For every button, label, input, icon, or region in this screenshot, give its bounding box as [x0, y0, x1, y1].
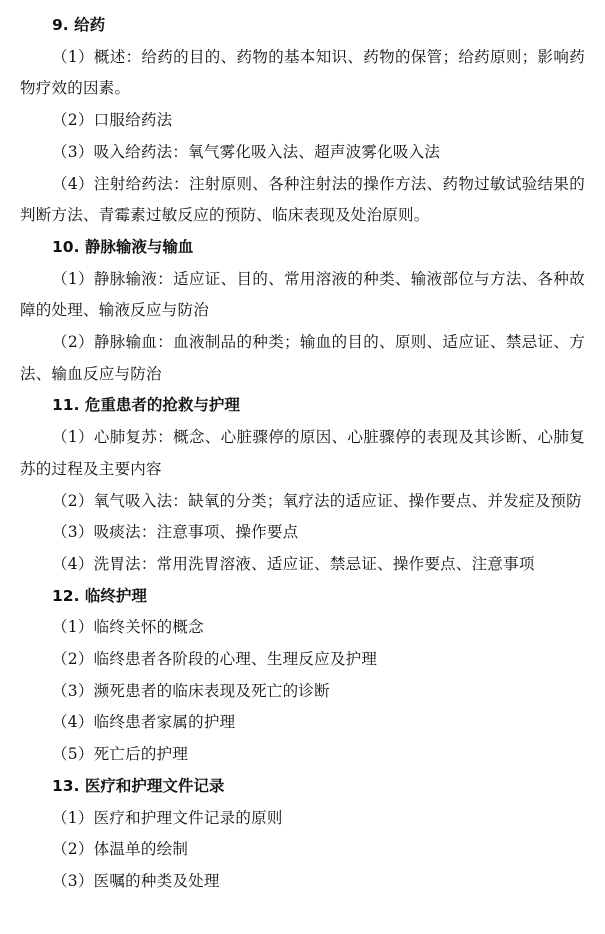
- list-item: （2）静脉输血：血液制品的种类；输血的目的、原则、适应证、禁忌证、方法、输血反应与防治: [20, 333, 585, 383]
- list-item: （4）注射给药法：注射原则、各种注射法的操作方法、药物过敏试验结果的判断方法、青霉素过敏反应的预防、临床表现及处治原则。: [20, 174, 585, 225]
- list-item: （5）死亡后的护理: [52, 745, 189, 764]
- list-item: （1）概述：给药的目的、药物的基本知识、药物的保管；给药原则；影响药物疗效的因素。: [20, 47, 585, 98]
- list-item: （2）临终患者各阶段的心理、生理反应及护理: [52, 650, 378, 669]
- section-13-medical-records: [20, 771, 585, 898]
- section-10-infusion-transfusion: [20, 232, 585, 391]
- section-heading: 11. 危重患者的抢救与护理: [52, 396, 240, 415]
- list-item: （1）医疗和护理文件记录的原则: [52, 808, 283, 827]
- list-item: （3）医嘱的种类及处理: [52, 871, 220, 890]
- list-item: （3）濒死患者的临床表现及死亡的诊断: [52, 681, 330, 700]
- list-item: （4）临终患者家属的护理: [52, 713, 236, 732]
- list-item: （2）口服给药法: [52, 111, 173, 130]
- list-item: （3）吸入给药法：氧气雾化吸入法、超声波雾化吸入法: [52, 142, 441, 161]
- section-heading: 12. 临终护理: [52, 586, 147, 605]
- list-item: （1）临终关怀的概念: [52, 618, 204, 637]
- section-heading: 9. 给药: [52, 16, 106, 34]
- section-11-critical-care: [20, 390, 585, 580]
- list-item: （4）洗胃法：常用洗胃溶液、适应证、禁忌证、操作要点、注意事项: [52, 554, 535, 573]
- list-item: （1）心肺复苏：概念、心脏骤停的原因、心脏骤停的表现及其诊断、心肺复苏的过程及主要内容: [20, 428, 585, 478]
- section-heading: 10. 静脉输液与输血: [52, 237, 194, 256]
- section-heading: 13. 医疗和护理文件记录: [52, 776, 225, 795]
- section-9-medication: [20, 10, 585, 232]
- list-item: （2）氧气吸入法：缺氧的分类；氧疗法的适应证、操作要点、并发症及预防: [52, 491, 582, 510]
- list-item: （1）静脉输液：适应证、目的、常用溶液的种类、输液部位与方法、各种故障的处理、输液反应与防治: [20, 269, 585, 320]
- list-item: （2）体温单的绘制: [52, 840, 189, 859]
- list-item: （3）吸痰法：注意事项、操作要点: [52, 523, 299, 542]
- section-12-end-of-life-care: [20, 581, 585, 771]
